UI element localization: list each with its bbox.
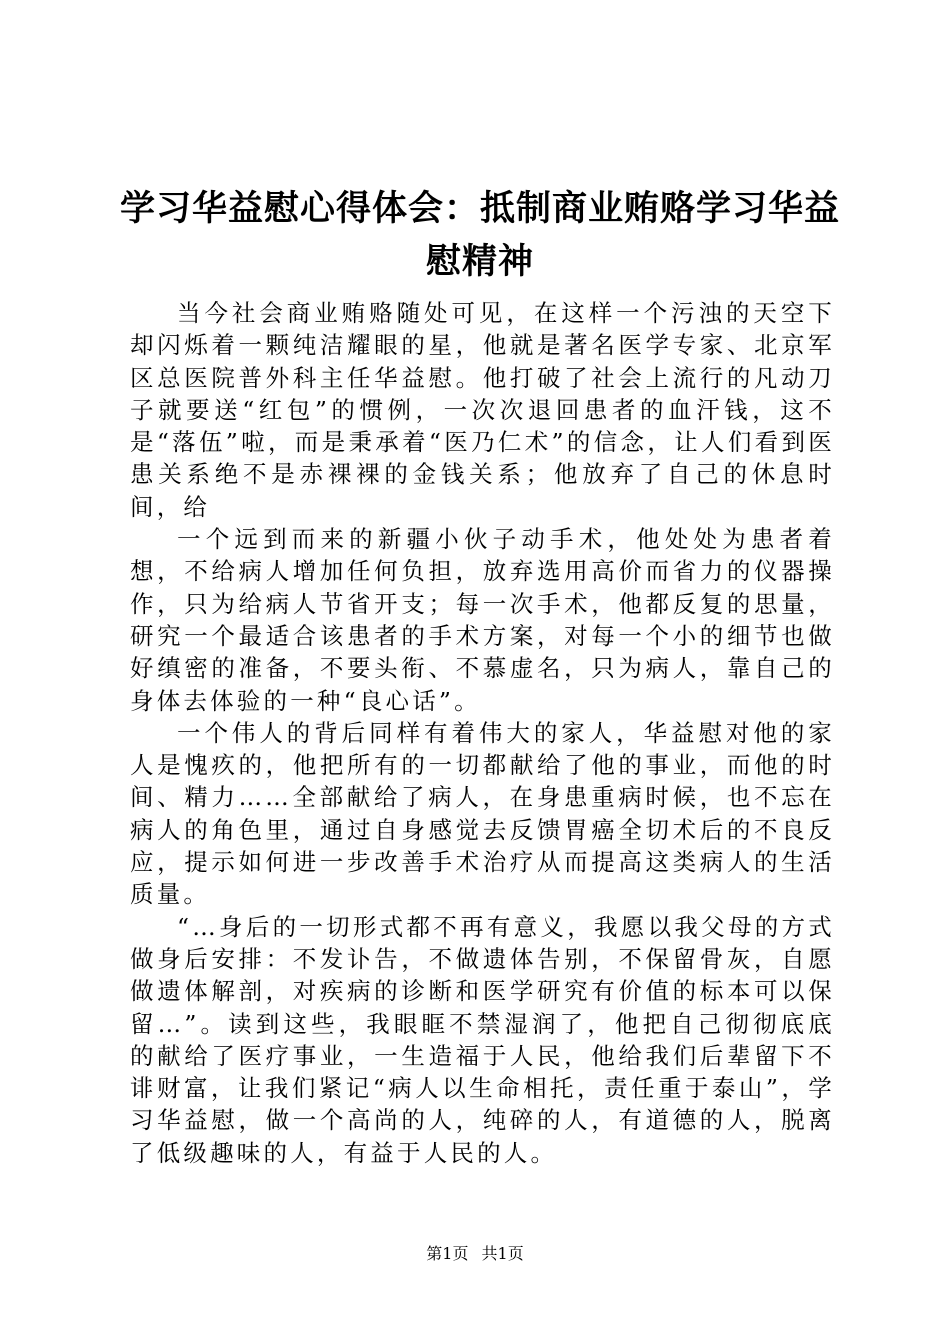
- paragraph: “…身后的一切形式都不再有意义，我愿以我父母的方式做身后安排：不发讣告，不做遗体告别，不保留骨灰，自愿做遗体解剖，对疾病的诊断和医学研究有价值的标本可以保留…”。读到这些，我眼眶不禁湿润了，他把自己彻彻底底的献给了医疗事业，一生造福于人民，他给我们后辈留下不诽财富，让我们紧记“病人以生命相托，责任重于泰山”，学习华益慰，做一个高尚的人，纯碎的人，有道德的人，脱离了低级趣味的人，有益于人民的人。: [130, 912, 835, 1167]
- page-number-current: 第1页: [426, 1244, 469, 1263]
- paragraph: 一个伟人的背后同样有着伟大的家人，华益慰对他的家人是愧疚的，他把所有的一切都献给了他的事业，而他的时间、精力……全部献给了病人，在身患重病时候，也不忘在病人的角色里，通过自身感觉去反馈胃癌全切术后的不良反应，提示如何进一步改善手术治疗从而提高这类病人的生活质量。: [130, 718, 835, 909]
- document-body: [130, 297, 835, 1169]
- document-title: 学习华益慰心得体会：抵制商业贿赂学习华益慰精神: [120, 189, 841, 282]
- page-footer: [0, 1244, 950, 1264]
- page-number-total: 共1页: [481, 1244, 524, 1263]
- paragraph: 当今社会商业贿赂随处可见，在这样一个污浊的天空下却闪烁着一颗纯洁耀眼的星，他就是著名医学专家、北京军区总医院普外科主任华益慰。他打破了社会上流行的凡动刀子就要送“红包”的惯例，一次次退回患者的血汗钱，这不是“落伍”啦，而是秉承着“医乃仁术”的信念，让人们看到医患关系绝不是赤裸裸的金钱关系；他放弃了自己的休息时间，给: [130, 299, 835, 521]
- paragraph: 一个远到而来的新疆小伙子动手术，他处处为患者着想，不给病人增加任何负担，放弃选用高价而省力的仪器操作，只为给病人节省开支；每一次手术，他都反复的思量，研究一个最适合该患者的手术方案，对每一个小的细节也做好缜密的准备，不要头衔、不慕虚名，只为病人，靠自己的身体去体验的一种“良心话”。: [130, 525, 835, 715]
